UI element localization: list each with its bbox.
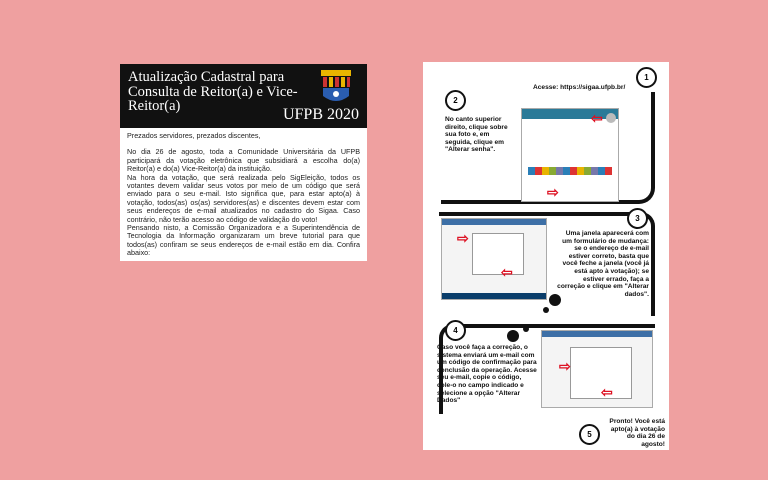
step-5-number: 5 (579, 424, 600, 445)
tutorial-card (423, 62, 669, 450)
paragraph-3: Pensando nisto, a Comissão Organizadora e a Superintendência de Tecnologia da Informação organizaram um breve tutorial para que todos(as) confiram se seus endereços de e-mail estão em dia. Confira abaixo: (127, 223, 360, 258)
announcement-header (120, 64, 367, 128)
form-window (472, 233, 524, 275)
arrow-icon: ⇦ (501, 264, 513, 280)
greeting-text: Prezados servidores, prezados discentes, (127, 131, 261, 140)
screenshot-topbar (522, 109, 618, 119)
arrow-icon: ⇨ (457, 230, 469, 246)
arrow-icon: ⇦ (601, 384, 613, 400)
step-4-number: 4 (445, 320, 466, 341)
ufpb-crest-icon (319, 68, 353, 106)
avatar[interactable] (606, 113, 616, 123)
step-5-text: Pronto! Você está apto(a) à votação do dia 26 de agosto! (609, 418, 665, 448)
paragraph-1: No dia 26 de agosto, toda a Comunidade Universitária da UFPB participará da votação eletrônica que subsidiará a escolha do(a) Reitor(a) e do(a) Vice-Reitor(a) da instituição. (127, 147, 360, 174)
color-palette (528, 167, 612, 175)
step-4-screenshot (541, 330, 653, 408)
step-4-text: Caso você faça a correção, o sistema enviará um e-mail com um código de confirmação para conclusão da operação. Acesse seu e-mail, copie o código, cole-o no campo indicado e selecione a opção "Alterar Dados" (437, 344, 537, 405)
arrow-icon: ⇦ (591, 110, 603, 126)
announcement-card (120, 64, 367, 261)
step-2-number: 2 (445, 90, 466, 111)
arrow-icon: ⇨ (559, 358, 571, 374)
arrow-icon: ⇨ (547, 184, 559, 200)
announcement-year: UFPB 2020 (282, 106, 359, 123)
step-1-text: Acesse: https://sigaa.ufpb.br/ (533, 84, 626, 91)
step-2-text: No canto superior direito, clique sobre sua foto e, em seguida, clique em "Alterar senha". (445, 116, 508, 154)
announcement-title: Atualização Cadastral para Consulta de Reitor(a) e Vice-Reitor(a) (128, 69, 298, 114)
step-2-screenshot (521, 108, 619, 202)
step-3-number: 3 (627, 208, 648, 229)
step-1-number: 1 (636, 67, 657, 88)
paragraph-2: Na hora da votação, que será realizada pelo SigEleição, todos os votantes devem validar seus votos por meio de um código que será enviado para o seu e-mail. Isto significa que, para estar apto(a) à votação, todos(as) os(as) servidores(as) e discentes devem estar com seus endereços de e-mail atualizados no cadastro do Sigaa. Caso contrário, não terão acesso ao código de validação do voto! (127, 172, 360, 224)
step-3-text: Uma janela aparecerá com um formulário de mudança: se o endereço de e-mail estiver correto, basta que você feche a janela (você já está apto à votação); se estiver errado, faça a correção e clique em "Alterar dados". (557, 230, 649, 298)
announcement-body (120, 128, 367, 261)
